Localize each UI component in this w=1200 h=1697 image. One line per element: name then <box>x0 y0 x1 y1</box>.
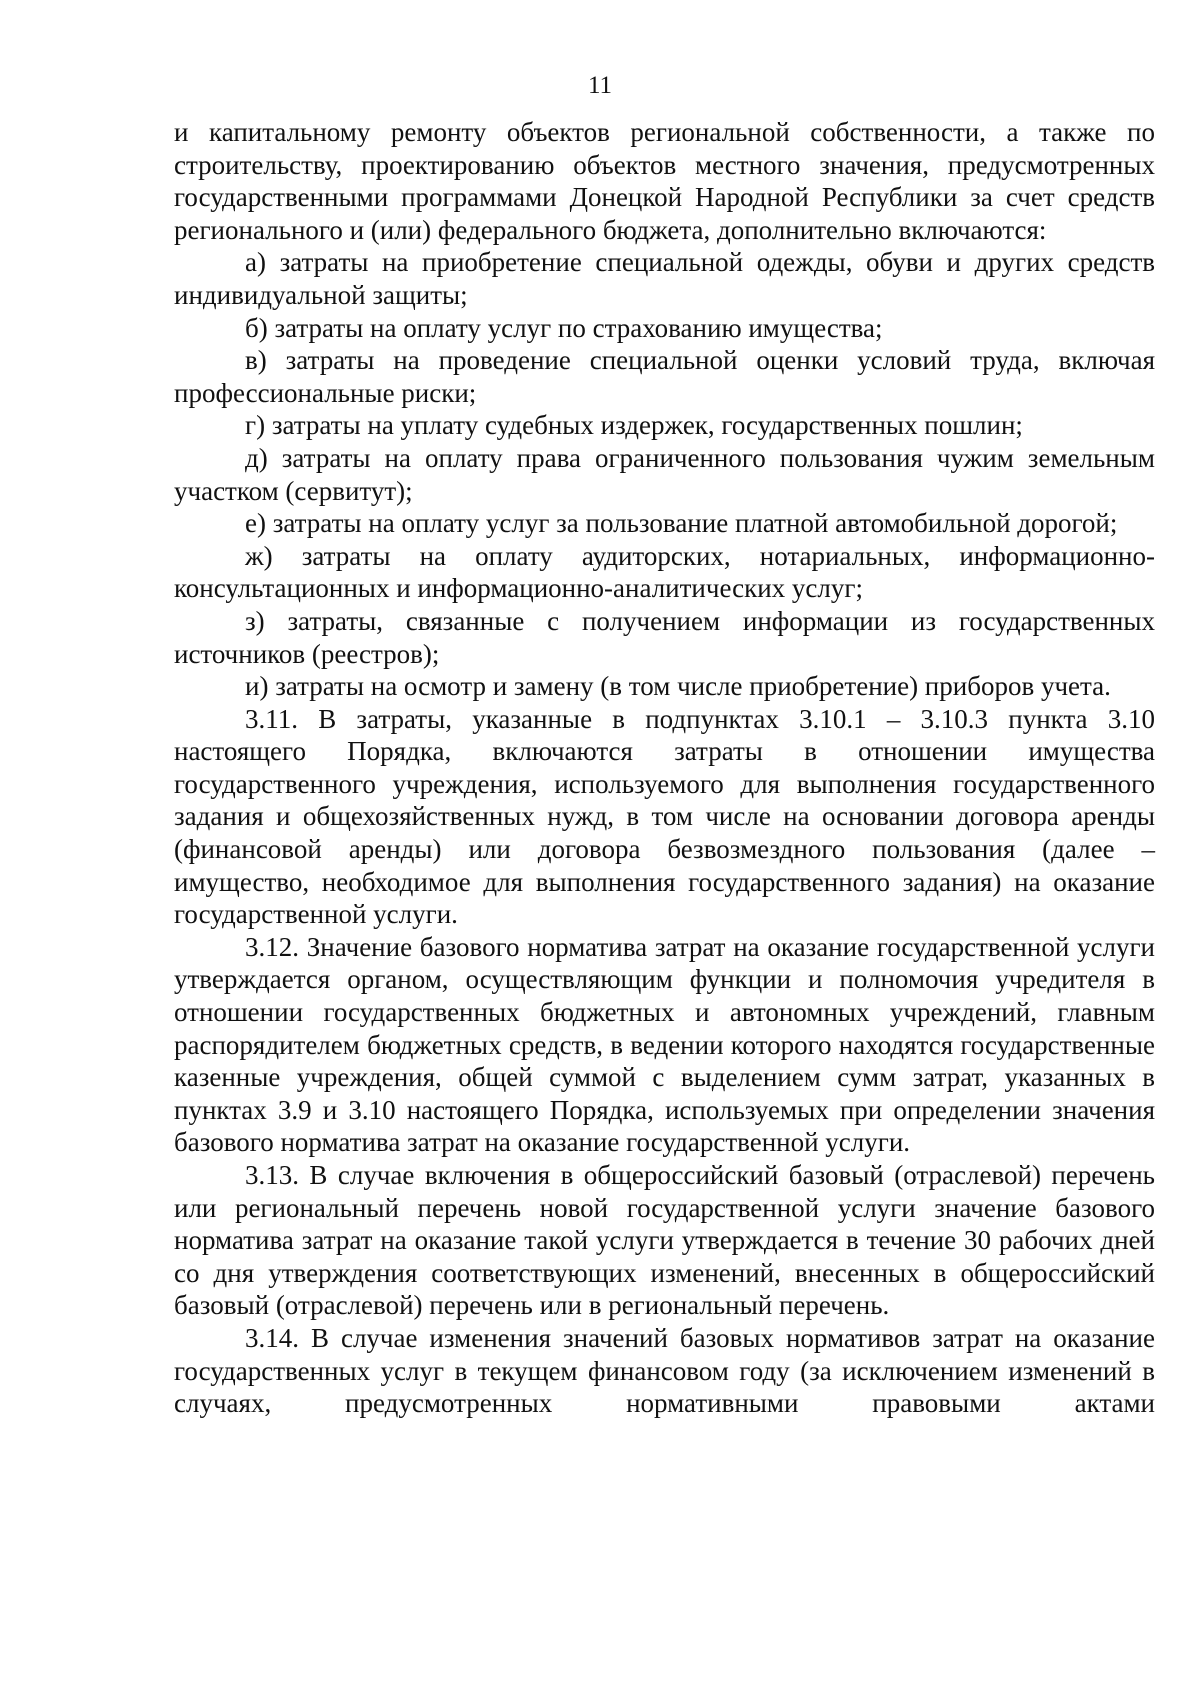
paragraph: и капитальному ремонту объектов региональной собственности, а также по строительству, проектированию объектов местного значения, предусмотренных государственными программами Донецкой Народной Республики за счет средств регионального и (или) федерального бюджета, дополнительно включаются: <box>174 117 1155 245</box>
paragraph: з) затраты, связанные с получением информации из государственных источников (реестров); <box>174 605 1155 669</box>
paragraph: ж) затраты на оплату аудиторских, нотариальных, информационно-консультационных и информационно-аналитических услуг; <box>174 540 1155 604</box>
page-number: 11 <box>587 72 613 99</box>
paragraph: 3.14. В случае изменения значений базовых нормативов затрат на оказание государственных услуг в текущем финансовом году (за исключением изменений в случаях, предусмотренных нормативными правовыми актами <box>174 1322 1155 1419</box>
paragraph: 3.11. В затраты, указанные в подпунктах 3.10.1 – 3.10.3 пункта 3.10 настоящего Порядка, включаются затраты в отношении имущества государственного учреждения, используемого для выполнения государственного задания и общехозяйственных нужд, в том числе на основании договора аренды (финансовой аренды) или договора безвозмездного пользования (далее – имущество, необходимое для выполнения государственного задания) на оказание государственной услуги. <box>174 703 1155 930</box>
paragraph: и) затраты на осмотр и замену (в том числе приобретение) приборов учета. <box>245 671 1111 702</box>
document-body <box>174 116 1155 1420</box>
paragraph: д) затраты на оплату права ограниченного пользования чужим земельным участком (сервитут); <box>174 442 1155 506</box>
paragraph: б) затраты на оплату услуг по страхованию имущества; <box>245 312 883 343</box>
paragraph: е) затраты на оплату услуг за пользование платной автомобильной дорогой; <box>245 508 1118 539</box>
paragraph: 3.12. Значение базового норматива затрат на оказание государственной услуги утверждается органом, осуществляющим функции и полномочия учредителя в отношении государственных бюджетных и автономных учреждений, главным распорядителем бюджетных средств, в ведении которого находятся государственные казенные учреждения, общей суммой с выделением сумм затрат, указанных в пунктах 3.9 и 3.10 настоящего Порядка, используемых при определении значения базового норматива затрат на оказание государственной услуги. <box>174 931 1155 1158</box>
paragraph: в) затраты на проведение специальной оценки условий труда, включая профессиональные риски; <box>174 345 1155 408</box>
paragraph: а) затраты на приобретение специальной одежды, обуви и других средств индивидуальной защиты; <box>174 247 1155 310</box>
paragraph: 3.13. В случае включения в общероссийский базовый (отраслевой) перечень или региональный перечень новой государственной услуги значение базового норматива затрат на оказание такой услуги утверждается в течение 30 рабочих дней со дня утверждения соответствующих изменений, внесенных в общероссийский базовый (отраслевой) перечень или в региональный перечень. <box>174 1160 1155 1321</box>
paragraph: г) затраты на уплату судебных издержек, государственных пошлин; <box>245 410 1023 441</box>
